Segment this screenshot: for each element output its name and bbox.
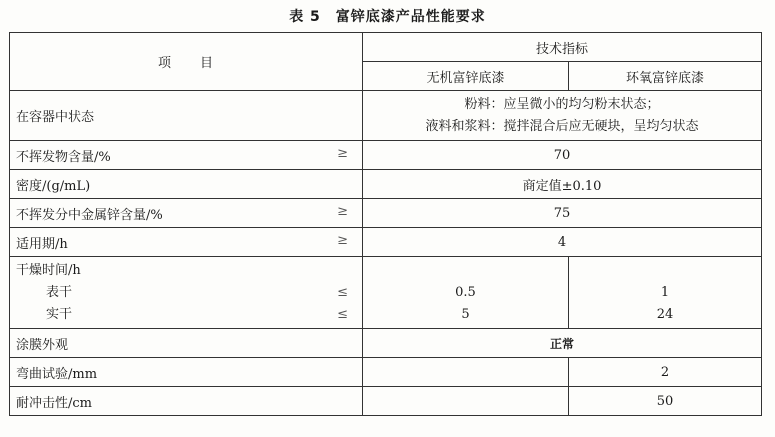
row-impact bbox=[10, 387, 762, 416]
row-bend bbox=[10, 358, 762, 387]
zinc-value: 75 bbox=[363, 199, 762, 228]
potlife-label-cell bbox=[10, 228, 363, 257]
drying-hard-col2: 24 bbox=[656, 306, 674, 322]
row-potlife bbox=[10, 228, 762, 257]
potlife-sym: ≥ bbox=[337, 232, 348, 248]
state-label: 在容器中状态 bbox=[10, 91, 363, 141]
drying-hard-sym: ≤ bbox=[337, 306, 348, 322]
bend-label: 弯曲试验/mm bbox=[10, 358, 363, 387]
row-state bbox=[10, 91, 762, 141]
nonvolatile-label-cell bbox=[10, 141, 363, 170]
impact-label: 耐冲击性/cm bbox=[10, 387, 363, 416]
zinc-sym: ≥ bbox=[337, 203, 348, 219]
bend-col1 bbox=[363, 358, 569, 387]
drying-surface-sym: ≤ bbox=[337, 284, 348, 300]
row-drying bbox=[10, 257, 762, 329]
row-nonvolatile bbox=[10, 141, 762, 170]
header-row-1 bbox=[10, 33, 762, 62]
state-line2: 液料和浆料：搅拌混合后应无硬块，呈均匀状态 bbox=[425, 118, 699, 134]
row-density bbox=[10, 170, 762, 199]
impact-col1 bbox=[363, 387, 569, 416]
header-item: 项 目 bbox=[10, 33, 363, 91]
nonvolatile-label: 不挥发物含量/% bbox=[16, 149, 111, 165]
drying-surface-col2: 1 bbox=[660, 284, 670, 300]
table-title: 表 5 富锌底漆产品性能要求 bbox=[289, 9, 486, 25]
state-value bbox=[363, 91, 762, 141]
zinc-label: 不挥发分中金属锌含量/% bbox=[16, 207, 163, 223]
row-zinc bbox=[10, 199, 762, 228]
nonvolatile-sym: ≥ bbox=[337, 145, 348, 161]
appearance-label: 涂膜外观 bbox=[10, 329, 363, 358]
density-label: 密度/(g/mL) bbox=[10, 170, 363, 199]
zinc-label-cell bbox=[10, 199, 363, 228]
drying-hard-col1: 5 bbox=[461, 306, 470, 322]
impact-col2: 50 bbox=[569, 387, 762, 416]
drying-col2 bbox=[569, 257, 762, 329]
nonvolatile-value: 70 bbox=[363, 141, 762, 170]
drying-surface-label: 表干 bbox=[46, 284, 73, 300]
drying-surface-col1: 0.5 bbox=[455, 284, 476, 300]
header-tech: 技术指标 bbox=[363, 33, 762, 62]
appearance-value: 正常 bbox=[363, 329, 762, 358]
drying-col1 bbox=[363, 257, 569, 329]
drying-label: 干燥时间/h bbox=[16, 262, 81, 278]
drying-label-cell bbox=[10, 257, 363, 329]
row-appearance bbox=[10, 329, 762, 358]
state-line1: 粉料：应呈微小的均匀粉末状态； bbox=[464, 96, 660, 112]
bend-col2: 2 bbox=[569, 358, 762, 387]
header-col2: 环氧富锌底漆 bbox=[569, 62, 762, 91]
drying-hard-label: 实干 bbox=[46, 306, 73, 322]
density-value: 商定值±0.10 bbox=[363, 170, 762, 199]
header-col1: 无机富锌底漆 bbox=[363, 62, 569, 91]
spec-table bbox=[9, 32, 762, 416]
potlife-value: 4 bbox=[363, 228, 762, 257]
potlife-label: 适用期/h bbox=[16, 236, 68, 252]
